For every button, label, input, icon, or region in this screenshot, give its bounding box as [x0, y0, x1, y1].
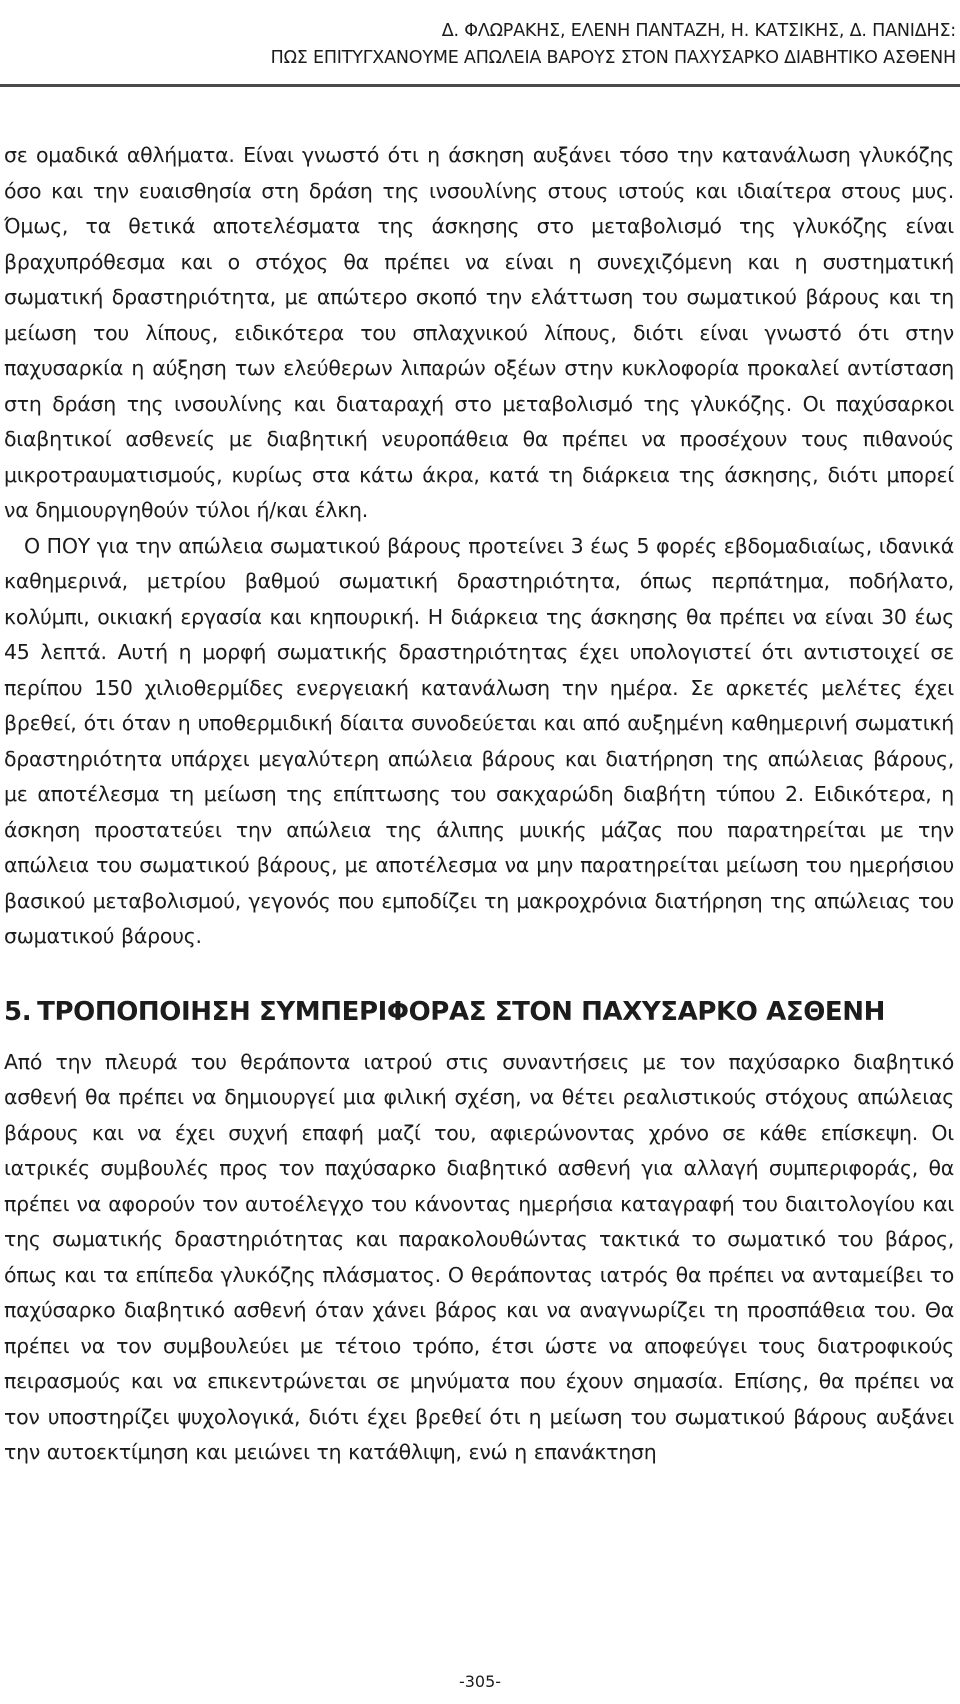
body-paragraph-1: σε ομαδικά αθλήματα. Είναι γνωστό ότι η άσκηση αυξάνει τόσο την κατανάλωση γλυκόζης όσο και την ευαισθησία στη δράση της ινσουλίνης στους ιστούς και ιδιαίτερα στους μυς. Όμως, τα θετικά αποτελέσματα της άσκησης στο μεταβολισμό της γλυκόζης είναι βραχυπρόθεσμα και ο στόχος θα πρέπει να είναι η συνεχιζόμενη και η συστηματική σωματική δραστηριότητα, με απώτερο σκοπό την ελάττωση του σωματικού βάρους και τη μείωση του λίπους, ειδικότερα του σπλαχνικού λίπους, διότι είναι γνωστό ότι στην παχυσαρκία η αύξηση των ελεύθερων λιπαρών οξέων στην κυκλοφορία προκαλεί αντίσταση στη δράση της ινσουλίνης και διαταραχή στο μεταβολισμό της γλυκόζης. Οι παχύσαρκοι διαβητικοί ασθενείς με διαβητική νευροπάθεια θα πρέπει να προσέχουν τους πιθανούς μικροτραυματισμούς, κυρίως στα κάτω άκρα, κατά τη διάρκεια της άσκησης, διότι μπορεί να δημιουργηθούν τύλοι ή/και έλκη. — [4, 143, 954, 522]
section-5-title: ΤΡΟΠΟΠΟΙΗΣΗ ΣΥΜΠΕΡΙΦΟΡΑΣ ΣΤΟΝ ΠΑΧΥΣΑΡΚΟ ΑΣΘΕΝΗ — [37, 996, 885, 1027]
page-number: -305- — [458, 1672, 502, 1691]
section-5-number: 5. — [4, 996, 32, 1027]
body-paragraph-2: Ο ΠΟΥ για την απώλεια σωματικού βάρους προτείνει 3 έως 5 φορές εβδομαδιαίως, ιδανικά καθημερινά, μετρίου βαθμού σωματική δραστηριότητα, όπως περπάτημα, ποδήλατο, κολύμπι, οικιακή εργασία και κηπουρική. Η διάρκεια της άσκησης θα πρέπει να είναι 30 έως 45 λεπτά. Αυτή η μορφή σωματικής δραστηριότητας έχει υπολογιστεί ότι αντιστοιχεί σε περίπου 150 χιλιοθερμίδες ενεργειακή κατανάλωση την ημέρα. Σε αρκετές μελέτες έχει βρεθεί, ότι όταν η υποθερμιδική δίαιτα συνοδεύεται και από αυξημένη καθημερινή σωματική δραστηριότητα υπάρχει μεγαλύτερη απώλεια βάρους και διατήρηση της απώλειας βάρους, με αποτέλεσμα τη μείωση της επίπτωσης του σακχαρώδη διαβήτη τύπου 2. Ειδικότερα, η άσκηση προστατεύει την απώλεια της άλιπης μυικής μάζας που παρατηρείται με την απώλεια του σωματικού βάρους, με αποτέλεσμα να μην παρατηρείται μείωση του ημερήσιου βασικού μεταβολισμού, γεγονός που εμποδίζει τη μακροχρόνια διατήρηση της απώλειας του σωματικού βάρους. — [4, 533, 954, 948]
header-authors: Δ. ΦΛΩΡΑΚΗΣ, ΕΛΕΝΗ ΠΑΝΤΑΖΗ, Η. ΚΑΤΣΙΚΗΣ, Δ. ΠΑΝΙΔΗΣ: — [441, 21, 956, 41]
section-5-heading — [4, 995, 954, 1029]
header-rule — [0, 84, 960, 87]
section-5-paragraph-1: Από την πλευρά του θεράποντα ιατρού στις συναντήσεις με τον παχύσαρκο διαβητικό ασθενή θα πρέπει να δημιουργεί μια φιλική σχέση, να θέτει ρεαλιστικούς στόχους απώλειας βάρους και να έχει συχνή επαφή μαζί του, αφιερώνοντας χρόνο σε κάθε επίσκεψη. Οι ιατρικές συμβουλές προς τον παχύσαρκο διαβητικό ασθενή για αλλαγή συμπεριφοράς, θα πρέπει να αφορούν τον αυτοέλεγχο του κάνοντας ημερήσια καταγραφή του διαιτολογίου και της σωματικής δραστηριότητας και παρακολουθώντας τακτικά το σωματικό του βάρος, όπως και τα επίπεδα γλυκόζης πλάσματος. Ο θεράποντας ιατρός θα πρέπει να ανταμείβει το παχύσαρκο διαβητικό ασθενή όταν χάνει βάρος και να αναγνωρίζει τη προσπάθεια του. Θα πρέπει να τον συμβουλεύει με τέτοιο τρόπο, έτσι ώστε να αποφεύγει τους διατροφικούς πειρασμούς και να επικεντρώνεται σε μηνύματα που έχουν σημασία. Επίσης, θα πρέπει να τον υποστηρίζει ψυχολογικά, διότι έχει βρεθεί ότι η μείωση του σωματικού βάρους αυξάνει την αυτοεκτίμηση και μειώνει τη κατάθλιψη, ενώ η επανάκτηση — [4, 1049, 954, 1464]
running-header — [16, 18, 956, 72]
page-body — [4, 138, 954, 1471]
header-article-title: ΠΩΣ ΕΠΙΤΥΓΧΑΝΟΥΜΕ ΑΠΩΛΕΙΑ ΒΑΡΟΥΣ ΣΤΟΝ ΠΑΧΥΣΑΡΚΟ ΔΙΑΒΗΤΙΚΟ ΑΣΘΕΝΗ — [270, 48, 956, 68]
